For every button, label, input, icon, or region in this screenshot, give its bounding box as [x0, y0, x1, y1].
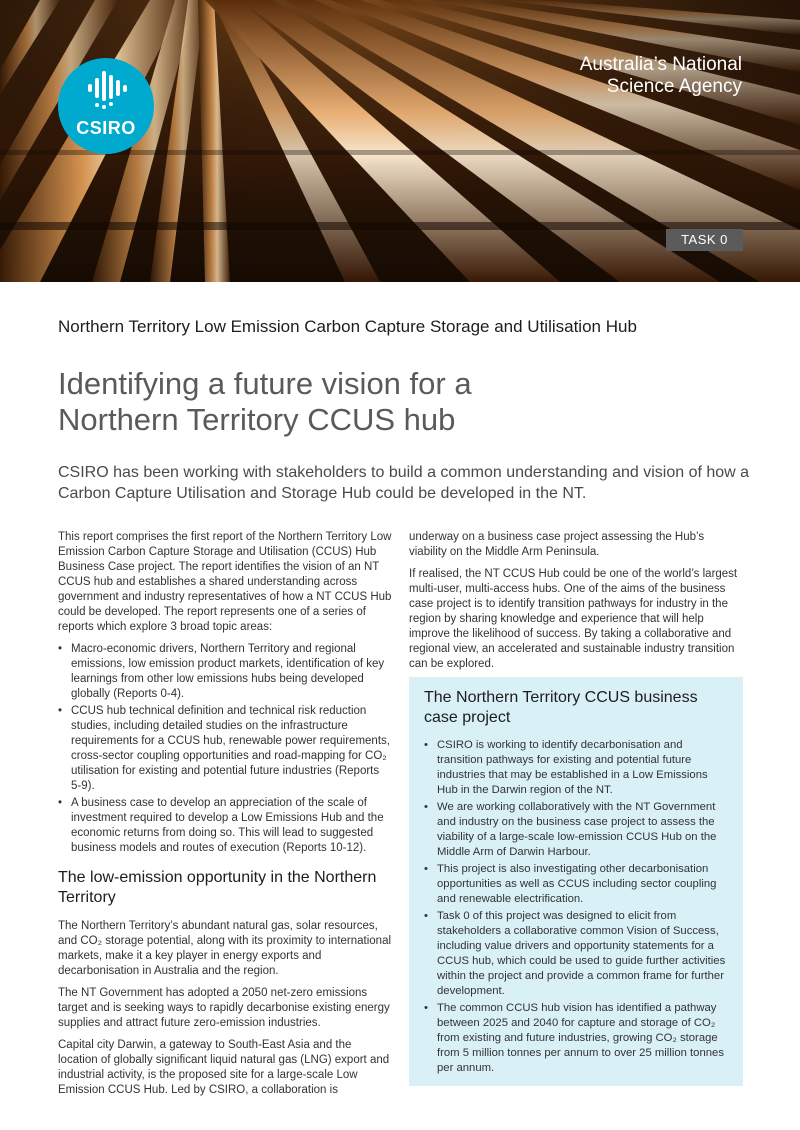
body-paragraph: The Northern Territory’s abundant natural gas, solar resources, and CO₂ storage potential, along with its proximity to international markets, make it a key player in energy exports and decarbonisation in Australia and the region.	[58, 920, 392, 977]
page-title-line-2: Northern Territory CCUS hub	[58, 402, 456, 437]
callout-title: The Northern Territory CCUS business case project	[424, 689, 698, 726]
body-paragraph: underway on a business case project assessing the Hub’s viability on the Middle Arm Peninsula.	[409, 531, 705, 558]
list-item: • A business case to develop an appreciation of the scale of investment required to develop a Low Emissions Hub and the economic returns from doing so. This will lead to suggested business models and routes of execution (Reports 10-12).	[58, 796, 392, 856]
list-item: • CCUS hub technical definition and technical risk reduction studies, including detailed studies on the infrastructure requirements for a CCUS hub, renewable power requirements, cross-sector coupling opportunities and road-mapping for CO₂ utilisation for existing and potential future industries (Reports 5-9).	[58, 704, 392, 794]
logo-wordmark: CSIRO	[76, 118, 136, 138]
body-paragraph: The NT Government has adopted a 2050 net-zero emissions target and is seeking ways to rapidly decarbonise existing energy supplies and attract future zero-emission industries.	[58, 987, 390, 1029]
intro-paragraph: This report comprises the first report of the Northern Territory Low Emission Carbon Capture Storage and Utilisation (CCUS) Hub Business Case project. The report identifies the vision of an NT CCUS hub and establishes a shared understanding across government and industry representatives of how a NT CCUS Hub could be developed. The report represents one of a series of reports which explore 3 broad topic areas:	[58, 531, 392, 633]
task-badge: TASK 0	[666, 229, 743, 251]
list-item: • Macro-economic drivers, Northern Territory and regional emissions, low emission product markets, identification of key learnings from other low emissions hubs being developed globally (Reports 0-4).	[58, 642, 392, 702]
agency-line-2: Science Agency	[606, 76, 742, 97]
series-title: Northern Territory Low Emission Carbon Capture Storage and Utilisation Hub	[58, 317, 637, 336]
list-item: • Task 0 of this project was designed to elicit from stakeholders a collaborative common Vision of Success, including value drivers and opportunity statements for a CCUS hub, which could be used to guide further activities within the project and provide a common frame for further development.	[424, 909, 728, 999]
topic-list	[58, 642, 392, 856]
section-heading: The low-emission opportunity in the Northern Territory	[58, 869, 377, 906]
hero-banner	[0, 0, 800, 282]
page-title	[58, 366, 758, 438]
callout-box	[409, 677, 743, 1086]
agency-tagline	[580, 54, 742, 98]
lede-paragraph: CSIRO has been working with stakeholders to build a common understanding and vision of how a Carbon Capture Utilisation and Storage Hub could be developed in the NT.	[58, 464, 750, 502]
list-item: • We are working collaboratively with the NT Government and industry on the business case project to assess the viability of a large-scale low-emission CCUS Hub on the Middle Arm of Darwin Harbour.	[424, 800, 728, 860]
callout-list	[424, 738, 728, 1076]
left-column	[58, 530, 392, 1105]
right-column	[409, 530, 744, 679]
list-item: • This project is also investigating other decarbonisation opportunities as well as CCUS including sector coupling and renewable electrification.	[424, 862, 728, 907]
page-title-line-1: Identifying a future vision for a	[58, 366, 472, 401]
body-paragraph: If realised, the NT CCUS Hub could be one of the world’s largest multi-user, multi-access hubs. One of the aims of the business case project is to identify transition pathways for industry in the region by sharing knowledge and experience that will help improve the likelihood of success. By taking a collaborative and regional view, an accelerated and sustainable industry transition can be explored.	[409, 568, 738, 670]
list-item: • The common CCUS hub vision has identified a pathway between 2025 and 2040 for capture and storage of CO₂ from existing and future industries, growing CO₂ storage from 5 million tonnes per annum to over 25 million tonnes per annum.	[424, 1001, 728, 1076]
body-paragraph: Capital city Darwin, a gateway to South-East Asia and the location of globally significant liquid natural gas (LNG) export and industrial activity, is the proposed site for a large-scale Low Emission CCUS Hub. Led by CSIRO, a collaboration is	[58, 1039, 390, 1096]
csiro-logo-mark-icon	[58, 58, 154, 154]
csiro-logo	[58, 58, 154, 154]
agency-line-1: Australia’s National	[579, 54, 742, 75]
list-item: • CSIRO is working to identify decarbonisation and transition pathways for existing and potential future industries that may be established in a Low Emissions Hub in the Darwin region of the NT.	[424, 738, 728, 798]
